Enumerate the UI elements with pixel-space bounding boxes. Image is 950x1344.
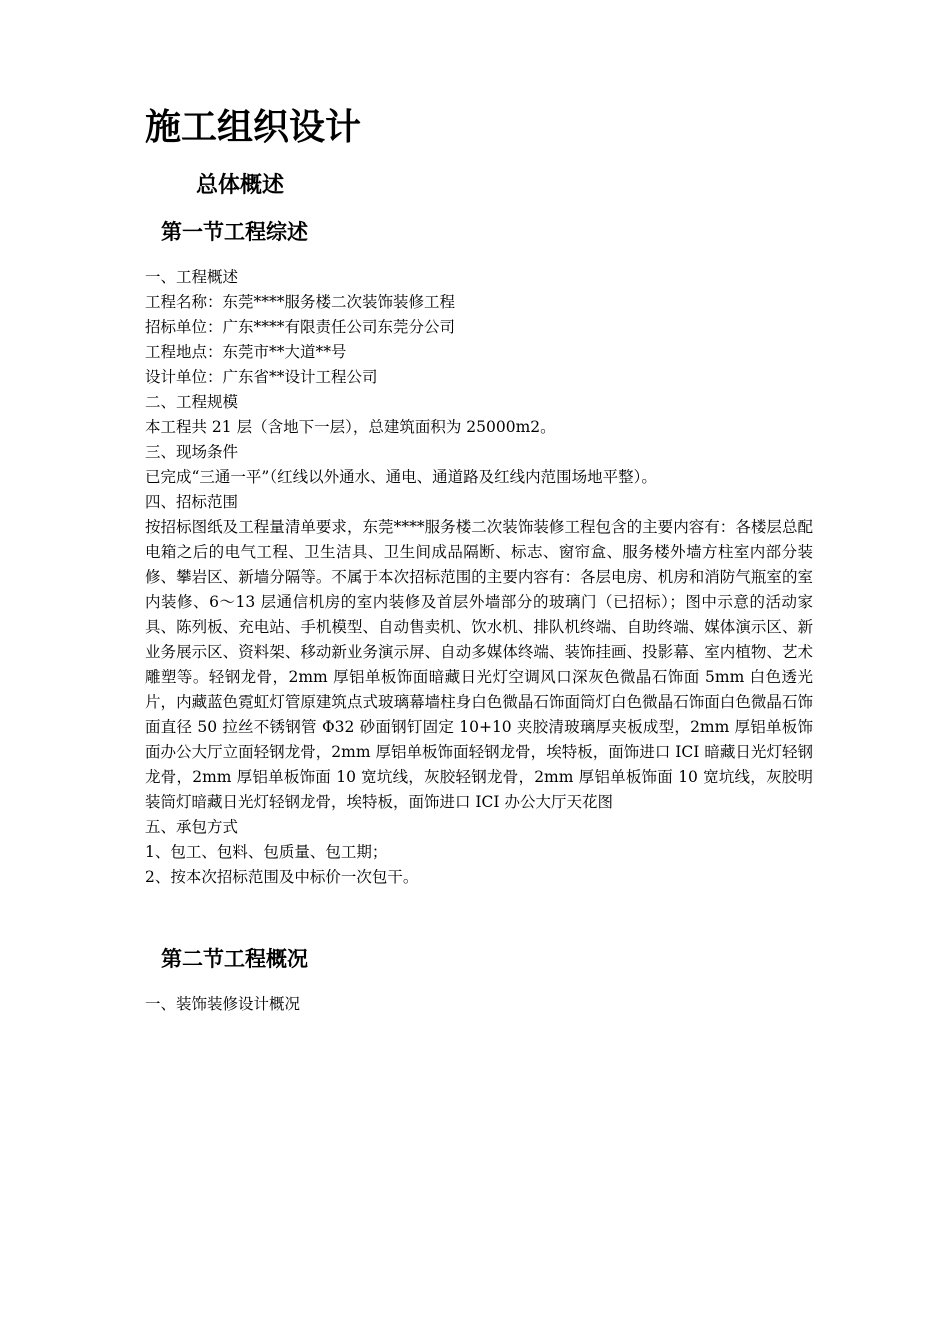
contract-method-item-2: 2、按本次招标范围及中标价一次包干。	[145, 868, 419, 886]
project-name-line: 工程名称：东莞****服务楼二次装饰装修工程	[145, 293, 456, 311]
document-title: 施工组织设计	[145, 106, 362, 148]
design-unit-line: 设计单位：广东省**设计工程公司	[145, 368, 378, 386]
heading-design-overview: 一、装饰装修设计概况	[145, 995, 301, 1013]
contract-method-item-1: 1、包工、包料、包质量、包工期；	[145, 843, 388, 861]
heading-site-conditions: 三、现场条件	[145, 443, 239, 461]
heading-contract-method: 五、承包方式	[145, 818, 239, 836]
heading-tender-scope: 四、招标范围	[145, 493, 239, 511]
chapter-title: 总体概述	[196, 172, 285, 198]
tender-unit-line: 招标单位：广东****有限责任公司东莞分公司	[145, 318, 456, 336]
heading-project-scale: 二、工程规模	[145, 393, 239, 411]
site-conditions-line: 已完成“三通一平”（红线以外通水、通电、通道路及红线内范围场地平整）。	[145, 468, 657, 486]
section-title-2: 第二节工程概况	[161, 946, 308, 971]
section-2-body	[145, 992, 813, 1017]
section-title-1: 第一节工程综述	[161, 219, 308, 244]
heading-project-overview: 一、工程概述	[145, 268, 239, 286]
project-scale-line: 本工程共 21 层（含地下一层），总建筑面积为 25000m2。	[145, 418, 556, 436]
tender-scope-paragraph: 按招标图纸及工程量清单要求，东莞****服务楼二次装饰装修工程包含的主要内容有：各楼层总配电箱之后的电气工程、卫生洁具、卫生间成品隔断、标志、窗帘盒、服务楼外墙方柱室内部分装修、攀岩区、新墙分隔等。不属于本次招标范围的主要内容有：各层电房、机房和消防气瓶室的室内装修、6～13 层通信机房的室内装修及首层外墙部分的玻璃门（已招标）；图中示意的活动家具、陈列板、充电站、手机模型、自动售卖机、饮水机、排队机终端、自助终端、媒体演示区、新业务展示区、资料架、移动新业务演示屏、自动多媒体终端、装饰挂画、投影幕、室内植物、艺术雕塑等。轻钢龙骨，2mm 厚铝单板饰面暗藏日光灯空调风口深灰色微晶石饰面 5mm 白色透光片，内藏蓝色霓虹灯管原建筑点式玻璃幕墙柱身白色微晶石饰面筒灯白色微晶石饰面白色微晶石饰面直径 50 拉丝不锈钢管 Φ32 砂面钢钉固定 10+10 夹胶清玻璃厚夹板成型，2mm 厚铝单板饰面办公大厅立面轻钢龙骨，2mm 厚铝单板饰面轻钢龙骨，埃特板，面饰进口 ICI 暗藏日光灯轻钢龙骨，2mm 厚铝单板饰面 10 宽坑线，灰胶轻钢龙骨，2mm 厚铝单板饰面 10 宽坑线，灰胶明装筒灯暗藏日光灯轻钢龙骨，埃特板，面饰进口 ICI 办公大厅天花图	[145, 518, 813, 811]
section-1-body	[145, 265, 813, 890]
project-location-line: 工程地点：东莞市**大道**号	[145, 343, 347, 361]
